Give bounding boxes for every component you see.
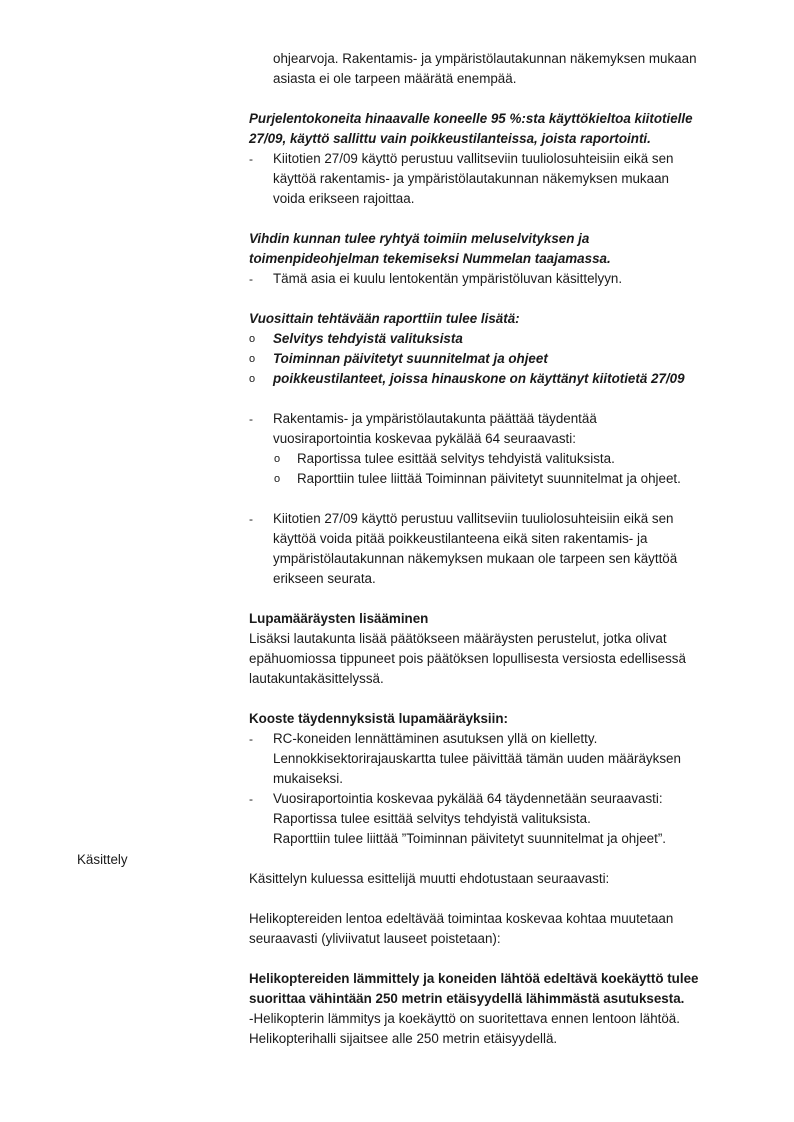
section-heading: Kooste täydennyksistä lupamääräyksiin: [249, 711, 508, 726]
text-line: Raportissa tulee esittää selvitys tehdyistä valituksista. [273, 811, 591, 826]
main-column [249, 49, 749, 1049]
text-line: poikkeustilanteet, joissa hinauskone on käyttänyt kiitotietä 27/09 [273, 371, 685, 386]
text-line: asiasta ei ole tarpeen määrätä enempää. [273, 71, 517, 86]
text-line: erikseen seurata. [273, 571, 376, 586]
text-line: lautakuntakäsittelyssä. [249, 671, 384, 686]
circle-bullet-icon: o [249, 373, 256, 385]
text-line: Raporttiin tulee liittää ”Toiminnan päivitetyt suunnitelmat ja ohjeet”. [273, 831, 666, 846]
text-line: suorittaa vähintään 250 metrin etäisyydellä lähimmästä asutuksesta. [249, 991, 685, 1006]
dash-bullet-icon: - [249, 272, 253, 286]
text-line: voida erikseen rajoittaa. [273, 191, 415, 206]
sub-list-item [249, 469, 749, 489]
section-summary [249, 709, 749, 849]
text-line: vuosiraportointia koskevaa pykälää 64 seuraavasti: [273, 431, 576, 446]
dash-bullet-icon: - [249, 792, 253, 806]
list-item [249, 269, 749, 289]
text-line: Rakentamis- ja ympäristölautakunta päättää täydentää [273, 411, 597, 426]
text-line: -Helikopterin lämmitys ja koekäyttö on suoritettava ennen lentoon lähtöä. [249, 1011, 680, 1026]
list-item [249, 329, 749, 349]
section-heading: toimenpideohjelman tekemiseksi Nummelan taajamassa. [249, 251, 611, 266]
dash-bullet-icon: - [249, 512, 253, 526]
text-line: käyttöä rakentamis- ja ympäristölautakunnan näkemyksen mukaan [273, 171, 669, 186]
section-heading: Purjelentokoneita hinaavalle koneelle 95 %:sta käyttökieltoa kiitotielle [249, 111, 693, 126]
dash-bullet-icon: - [249, 732, 253, 746]
list-item [249, 509, 749, 589]
text-line: Kiitotien 27/09 käyttö perustuu vallitseviin tuuliolosuhteisiin eikä sen [273, 151, 674, 166]
section-noise-survey [249, 229, 749, 289]
text-line: Käsittelyn kuluessa esittelijä muutti ehdotustaan seuraavasti: [249, 871, 610, 886]
section-permit-additions [249, 609, 749, 689]
circle-bullet-icon: o [274, 453, 281, 465]
text-line: epähuomiossa tippuneet pois päätöksen lopullisesta versiosta edellisessä [249, 651, 686, 666]
section-kasittely [249, 869, 749, 1049]
section-heading: Vuosittain tehtävään raporttiin tulee lisätä: [249, 311, 520, 326]
text-line: Raporttiin tulee liittää Toiminnan päivitetyt suunnitelmat ja ohjeet. [297, 471, 681, 486]
dash-bullet-icon: - [249, 152, 253, 166]
section-runway-use [249, 509, 749, 589]
section-heading: Vihdin kunnan tulee ryhtyä toimiin meluselvityksen ja [249, 231, 590, 246]
text-line: mukaiseksi. [273, 771, 343, 786]
text-line: RC-koneiden lennättäminen asutuksen yllä on kielletty. [273, 731, 598, 746]
text-line: Lisäksi lautakunta lisää päätökseen määräysten perustelut, jotka olivat [249, 631, 667, 646]
circle-bullet-icon: o [274, 473, 281, 485]
text-line: Helikopterihalli sijaitsee alle 250 metrin etäisyydellä. [249, 1031, 558, 1046]
continuation-paragraph [249, 49, 749, 89]
text-line: Helikoptereiden lentoa edeltävää toimintaa koskevaa kohtaa muutetaan [249, 911, 674, 926]
circle-bullet-icon: o [249, 353, 256, 365]
section-board-decision [249, 409, 749, 489]
list-item [249, 349, 749, 369]
text-line: Vuosiraportointia koskevaa pykälää 64 täydennetään seuraavasti: [273, 791, 663, 806]
text-line: käyttöä voida pitää poikkeustilanteena eikä siten rakentamis- ja [273, 531, 648, 546]
section-heading: Lupamääräysten lisääminen [249, 611, 429, 626]
text-line: ohjearvoja. Rakentamis- ja ympäristölautakunnan näkemyksen mukaan [273, 51, 697, 66]
dash-bullet-icon: - [249, 412, 253, 426]
text-line: Tämä asia ei kuulu lentokentän ympäristöluvan käsittelyyn. [273, 271, 623, 286]
text-line: ympäristölautakunnan näkemyksen mukaan ole tarpeen sen käyttöä [273, 551, 678, 566]
section-heading: 27/09, käyttö sallittu vain poikkeustilanteissa, joista raportointi. [249, 131, 651, 146]
text-line: Lennokkisektorirajauskartta tulee päivittää tämän uuden määräyksen [273, 751, 681, 766]
text-line: Helikoptereiden lämmittely ja koneiden lähtöä edeltävä koekäyttö tulee [249, 971, 699, 986]
list-item [249, 149, 749, 209]
text-line: Selvitys tehdyistä valituksista [273, 331, 463, 346]
list-item [249, 409, 749, 449]
list-item [249, 789, 749, 849]
text-line: seuraavasti (yliviivatut lauseet poistetaan): [249, 931, 501, 946]
text-line: Kiitotien 27/09 käyttö perustuu vallitseviin tuuliolosuhteisiin eikä sen [273, 511, 674, 526]
kasittely-label: Käsittely [77, 852, 128, 867]
section-annual-report [249, 309, 749, 389]
section-glider-towing [249, 109, 749, 209]
list-item [249, 369, 749, 389]
circle-bullet-icon: o [249, 333, 256, 345]
text-line: Toiminnan päivitetyt suunnitelmat ja ohjeet [273, 351, 548, 366]
sub-list-item [249, 449, 749, 469]
text-line: Raportissa tulee esittää selvitys tehdyistä valituksista. [297, 451, 615, 466]
list-item [249, 729, 749, 789]
